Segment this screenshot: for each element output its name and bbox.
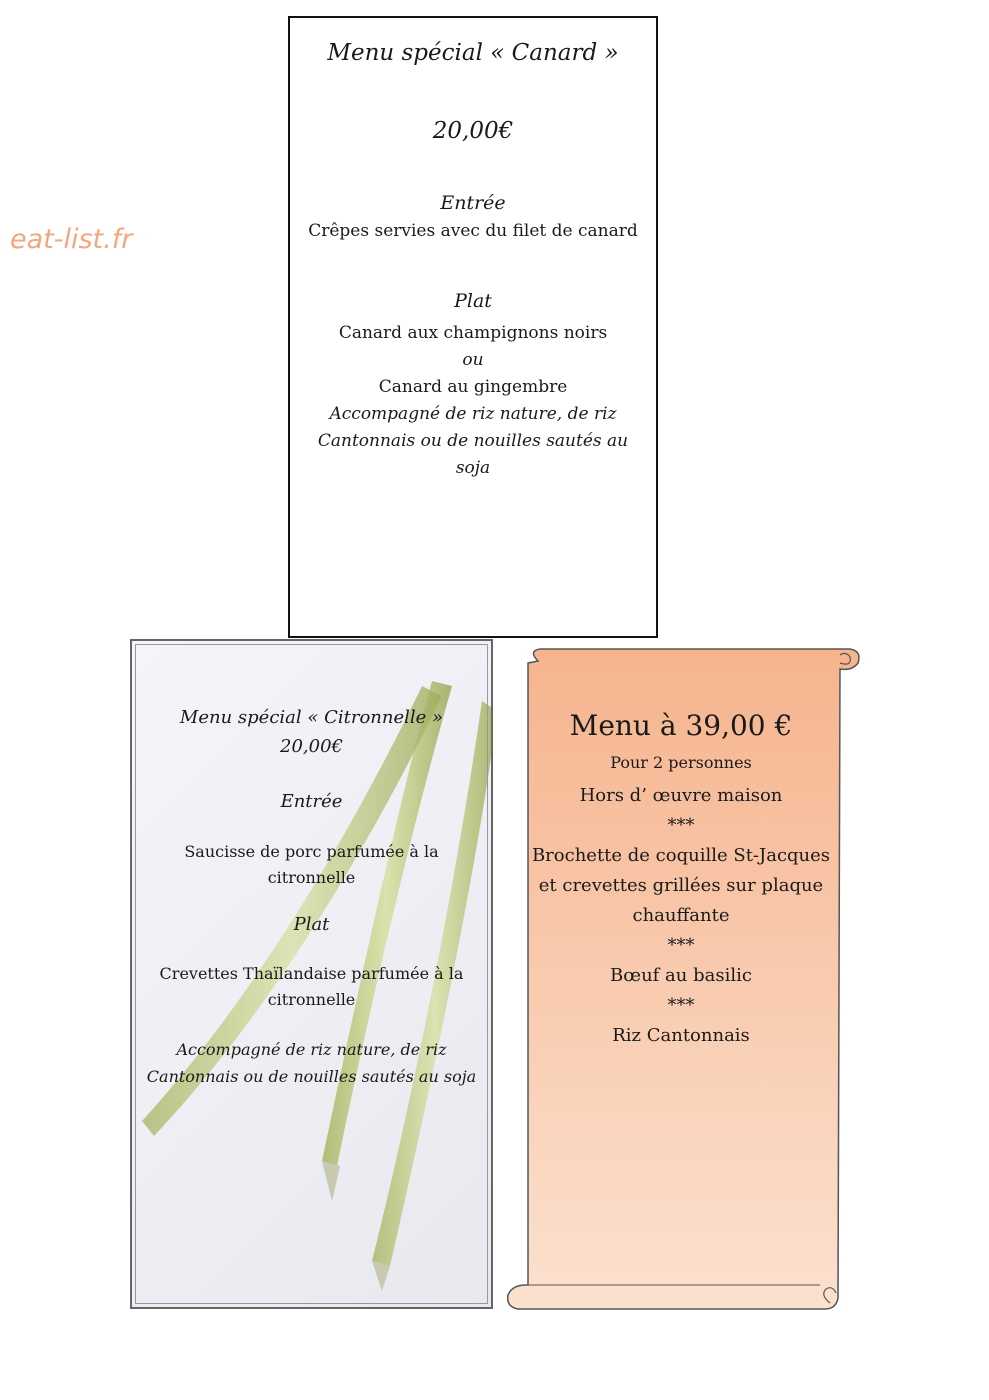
accompaniment-text: Accompagné de riz nature, de riz Cantonnais ou de nouilles sautés au soja [317, 404, 629, 478]
plat-heading: Plat [454, 290, 492, 312]
entree-item: Saucisse de porc parfumée à la citronnelle [184, 842, 439, 887]
separator: *** [667, 815, 695, 836]
menu-item: Bœuf au basilic [610, 965, 752, 986]
watermark: eat-list.fr [10, 224, 133, 255]
accompaniment-text: Accompagné de riz nature, de riz Cantonnais ou de nouilles sautés au soja [146, 1040, 477, 1086]
menu-subtitle: Pour 2 personnes [610, 753, 752, 772]
plat-list [300, 320, 646, 482]
menu-card-citronnelle [130, 639, 493, 1309]
menu-title: Menu à 39,00 € [569, 709, 793, 742]
menu-item: Brochette de coquille St-Jacques [531, 845, 831, 866]
menu-item: Hors d’ œuvre maison [579, 785, 783, 806]
menu-title: Menu spécial « Canard » [327, 40, 619, 66]
plat-item: Crevettes Thaïlandaise parfumée à la citronnelle [159, 964, 464, 1009]
menu-card-canard [288, 16, 658, 638]
menu-item: Riz Cantonnais [612, 1025, 750, 1046]
menu-item: et crevettes grillées sur plaque chauffante [538, 875, 824, 926]
entree-heading: Entrée [280, 791, 343, 812]
separator: *** [667, 995, 695, 1016]
or-text: ou [462, 350, 484, 370]
menu-price: 20,00€ [432, 118, 514, 144]
plat-option: Canard aux champignons noirs [338, 323, 608, 343]
plat-heading: Plat [293, 914, 330, 935]
menu-price: 20,00€ [280, 736, 343, 757]
menu-scroll-39 [500, 643, 865, 1318]
plat-option: Canard au gingembre [378, 377, 568, 397]
entree-item: Crêpes servies avec du filet de canard [308, 221, 638, 241]
menu-title: Menu spécial « Citronnelle » [179, 707, 444, 728]
entree-heading: Entrée [440, 192, 506, 214]
separator: *** [667, 935, 695, 956]
menu-items [528, 781, 834, 1051]
